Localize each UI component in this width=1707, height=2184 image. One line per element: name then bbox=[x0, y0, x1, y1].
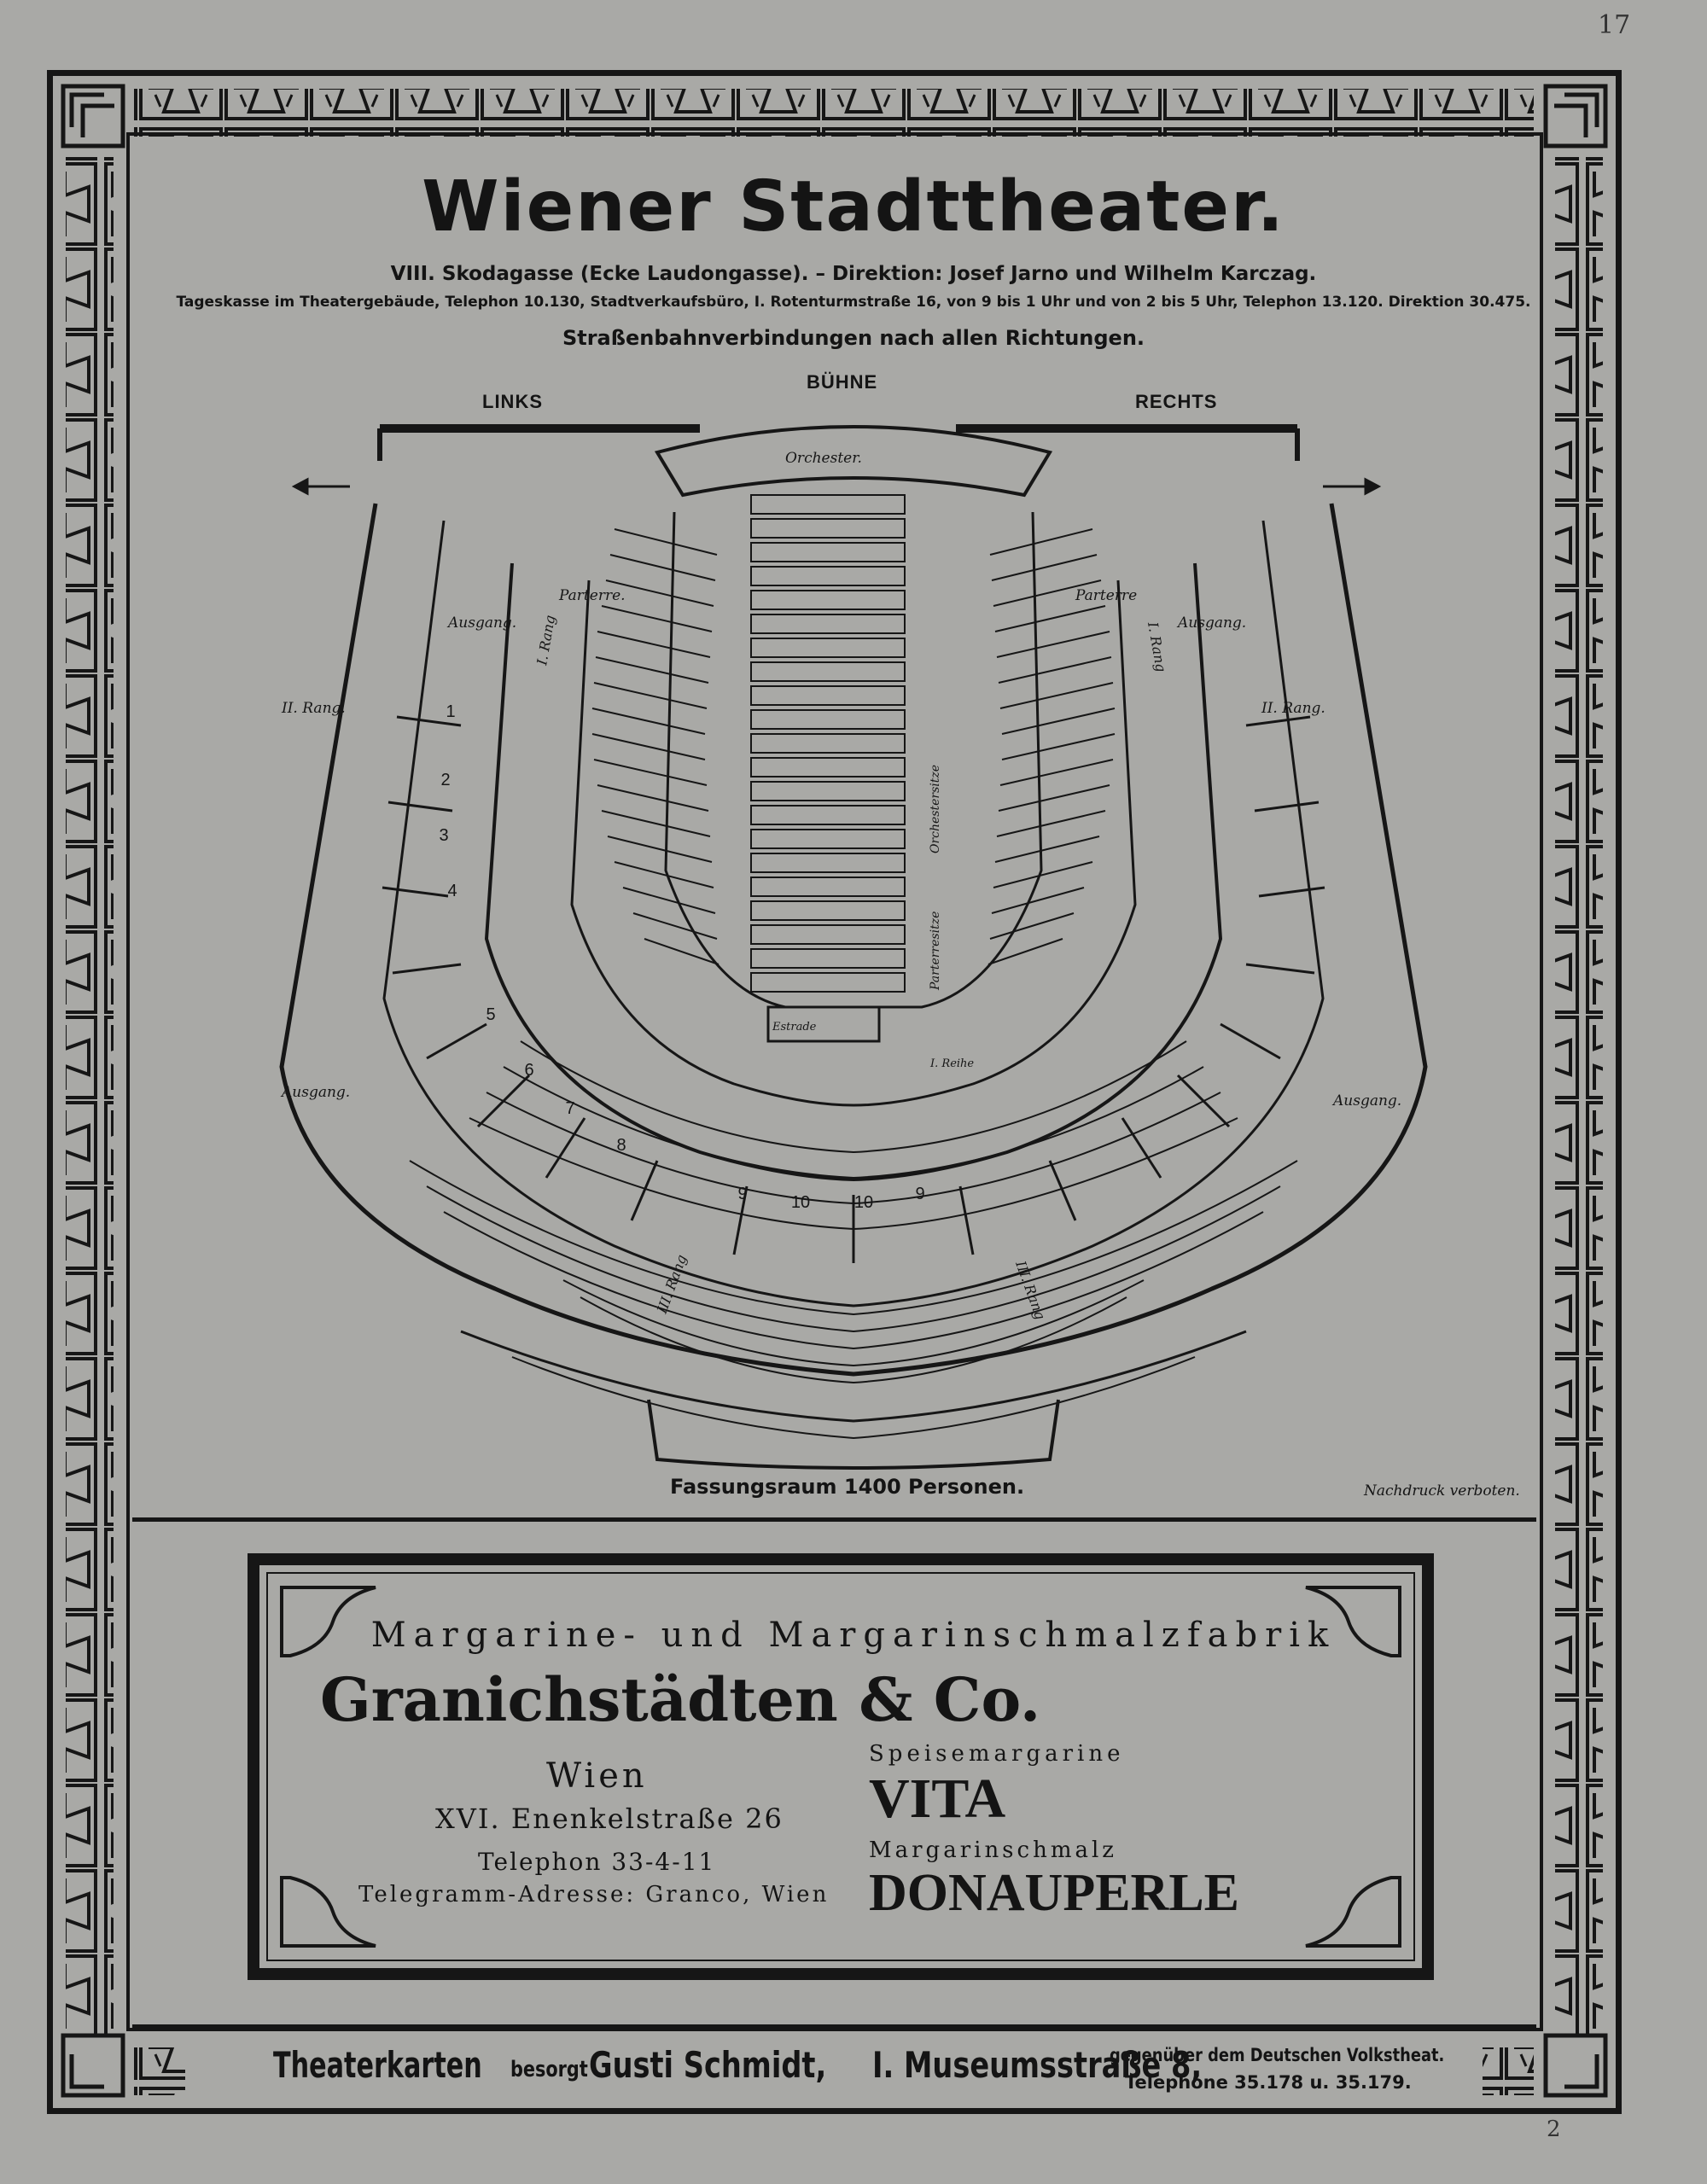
ad-product1: VITA bbox=[869, 1768, 1006, 1830]
box-number: 7 bbox=[565, 1099, 575, 1118]
transit-line: Straßenbahnverbindungen nach allen Richtungen. bbox=[562, 326, 1145, 350]
rang-1-left-label: I. Rang bbox=[533, 614, 559, 667]
box-number: 5 bbox=[486, 1005, 496, 1024]
ausgang-right-label: Ausgang. bbox=[1178, 614, 1247, 632]
orchestra-label: Orchester. bbox=[785, 450, 862, 467]
ad-product1-caption: Speisemargarine bbox=[869, 1741, 1125, 1767]
stage-label: BÜHNE bbox=[807, 371, 878, 393]
box-number: 4 bbox=[447, 882, 457, 900]
info-line: Tageskasse im Theatergebäude, Telephon 10.130, Stadtverkaufsbüro, I. Rotenturmstraße 16, von 9 bis 1 Uhr und von 2 bis 5 Uhr, Telephon 13.120. Direktion 30.475. bbox=[176, 294, 1531, 311]
seating-plan-diagram bbox=[256, 410, 1451, 1476]
ad-city: Wien bbox=[546, 1756, 648, 1796]
parterre-left-label: Parterre. bbox=[559, 587, 626, 604]
orchestersitze-label: Orchestersitze bbox=[929, 764, 942, 853]
ausgang-lower-left-label: Ausgang. bbox=[282, 1084, 351, 1101]
box-number: 10 bbox=[790, 1193, 811, 1212]
ad-headline: Margarine- und Margarinschmalzfabrik bbox=[370, 1616, 1337, 1655]
reprint-note: Nachdruck verboten. bbox=[1364, 1482, 1520, 1500]
box-number: 6 bbox=[524, 1061, 534, 1080]
box-number: 9 bbox=[737, 1185, 748, 1203]
ad-street: XVI. Enenkelstraße 26 bbox=[435, 1803, 784, 1835]
rang-2-left-label: II. Rang. bbox=[282, 700, 346, 717]
ad-telegram: Telegramm-Adresse: Granco, Wien bbox=[358, 1882, 830, 1907]
footer-name: Gusti Schmidt, bbox=[589, 2044, 827, 2086]
ad-phone: Telephon 33-4-11 bbox=[478, 1848, 716, 1876]
rang-3-left-label: III. Rang bbox=[653, 1252, 690, 1316]
box-number: 2 bbox=[440, 771, 451, 789]
rang-1-right-label: I. Rang bbox=[1145, 620, 1170, 673]
footer-address: I. Museumsstraße 8, bbox=[872, 2044, 1203, 2086]
footer-telephone: Telephone 35.178 u. 35.179. bbox=[1125, 2072, 1412, 2093]
left-label: LINKS bbox=[482, 391, 543, 412]
box-number: 3 bbox=[439, 826, 449, 845]
section-divider bbox=[132, 1517, 1536, 1522]
ad-product2-caption: Margarinschmalz bbox=[869, 1837, 1118, 1863]
page-number-top: 17 bbox=[1598, 10, 1631, 40]
box-number: 9 bbox=[915, 1185, 925, 1203]
parterre-right-label: Parterre bbox=[1075, 587, 1138, 604]
capacity-note: Fassungsraum 1400 Personen. bbox=[670, 1475, 1025, 1499]
theater-title: Wiener Stadttheater. bbox=[422, 166, 1285, 248]
footer-theaterkarten: Theaterkarten bbox=[273, 2044, 482, 2086]
right-label: RECHTS bbox=[1135, 391, 1218, 412]
ausgang-left-label: Ausgang. bbox=[448, 614, 517, 632]
rang-2-right-label: II. Rang. bbox=[1261, 700, 1325, 717]
footer-besorgt: besorgt bbox=[510, 2057, 588, 2082]
parterresitze-label: Parterresitze bbox=[929, 911, 942, 990]
ad-product2: DONAUPERLE bbox=[869, 1864, 1240, 1922]
box-number: 1 bbox=[446, 702, 456, 721]
reihe-label: I. Reihe bbox=[930, 1057, 975, 1070]
box-number: 10 bbox=[854, 1193, 874, 1212]
estrade-label: Estrade bbox=[772, 1021, 817, 1034]
ad-company-name: Granichstädten & Co. bbox=[320, 1664, 1041, 1735]
box-number: 8 bbox=[616, 1136, 626, 1155]
footer-opposite: gegenüber dem Deutschen Volkstheat. bbox=[1110, 2045, 1445, 2065]
address-line: VIII. Skodagasse (Ecke Laudongasse). – Direktion: Josef Jarno und Wilhelm Karczag. bbox=[390, 263, 1317, 285]
rang-3-right-label: III. Rang bbox=[1012, 1258, 1049, 1322]
ausgang-lower-right-label: Ausgang. bbox=[1333, 1092, 1402, 1109]
page-number-bottom: 2 bbox=[1547, 2117, 1561, 2142]
